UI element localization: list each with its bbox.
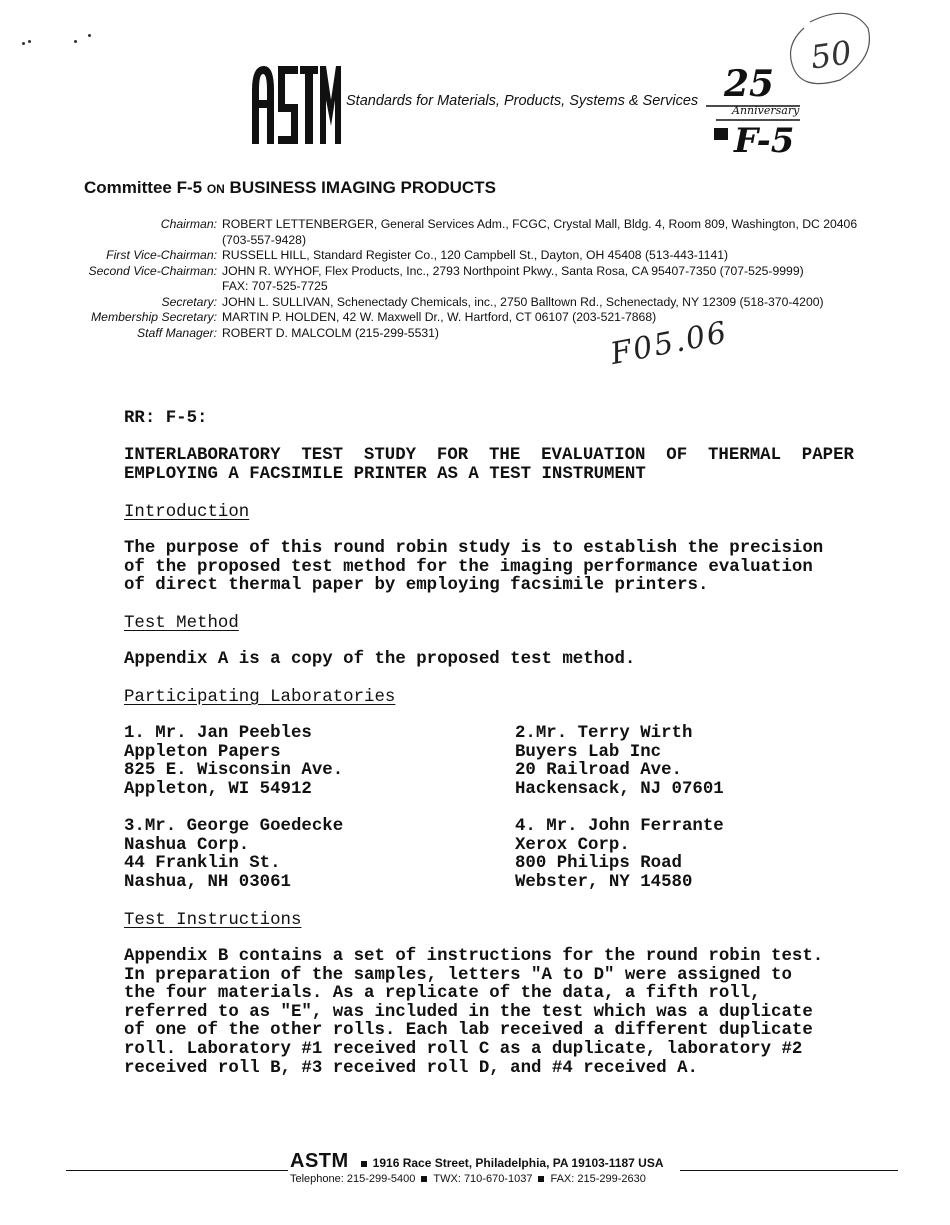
committee-heading (84, 178, 496, 198)
anniversary-word: Anniversary (732, 104, 800, 117)
bullet-square-icon (361, 1161, 367, 1167)
document-title (124, 447, 854, 484)
lab-line: Xerox Corp. (515, 835, 630, 855)
officer-details: JOHN R. WYHOF, Flex Products, Inc., 2793 Northpoint Pkwy., Santa Rosa, CA 95407-7350 (707-525-9999) FAX: 707-525-7725 (222, 263, 804, 293)
committee-prefix: Committee F-5 (84, 178, 203, 197)
lab-line: 44 Franklin St. (124, 854, 281, 874)
officer-row (60, 264, 882, 295)
officer-details: ROBERT LETTENBERGER, General Services Adm., FCGC, Crystal Mall, Bldg. 4, Room 809, Washington, DC 20406 (703-557-9428) (222, 217, 858, 247)
laboratory-entry (124, 725, 464, 799)
paragraph-line: referred to as "E", was included in the test which was a duplicate (124, 1002, 813, 1022)
lab-line: 800 Philips Road (515, 854, 682, 874)
footer-contact-line (290, 1173, 646, 1185)
tagline: Standards for Materials, Products, Systems & Services (346, 93, 699, 109)
lab-line: 1. Mr. Jan Peebles (124, 724, 312, 743)
bullet-square-icon (538, 1176, 544, 1182)
test-instructions-heading: Test Instructions (124, 911, 302, 930)
officer-row (60, 248, 882, 264)
laboratory-entry (515, 818, 855, 892)
handwritten-circle-ref (780, 8, 880, 92)
footer-fax: FAX: 215-299-2630 (550, 1173, 646, 1185)
officer-role: First Vice-Chairman: (106, 248, 217, 262)
lab-line: Hackensack, NJ 07601 (515, 779, 724, 799)
committee-on: ON (206, 182, 225, 196)
anniversary-number: 25 (724, 63, 775, 105)
paragraph-line: roll. Laboratory #1 received roll C as a duplicate, laboratory #2 (124, 1039, 803, 1059)
handwritten-circle-text: 50 (808, 33, 854, 77)
paragraph-line: of one of the other rolls. Each lab received a different duplicate (124, 1021, 813, 1041)
lab-line: Webster, NY 14580 (515, 872, 693, 892)
handwritten-note: F05.06 (607, 314, 731, 373)
rr-reference: RR: F-5: (124, 409, 208, 428)
introduction-heading: Introduction (124, 503, 250, 522)
title-line: EMPLOYING A FACSIMILE PRINTER AS A TEST INSTRUMENT (124, 464, 646, 484)
officer-role: Second Vice-Chairman: (88, 263, 217, 278)
lab-line: 4. Mr. John Ferrante (515, 817, 724, 836)
officer-details: MARTIN P. HOLDEN, 42 W. Maxwell Dr., W. Hartford, CT 06107 (203-521-7868) (222, 310, 657, 324)
lab-line: Nashua, NH 03061 (124, 872, 291, 892)
officer-role: Chairman: (160, 217, 217, 231)
officer-row (60, 310, 882, 326)
footer-rule-right (680, 1170, 898, 1171)
laboratory-entry (124, 818, 464, 892)
officer-row (60, 295, 882, 311)
paragraph-line: Appendix A is a copy of the proposed test method. (124, 650, 636, 669)
officer-row (60, 326, 882, 342)
paragraph-line: of the proposed test method for the imaging performance evaluation (124, 557, 813, 577)
anniversary-mark: F-5 (734, 121, 795, 158)
officer-role: Staff Manager: (137, 325, 217, 340)
committee-name: BUSINESS IMAGING PRODUCTS (229, 178, 496, 197)
lab-line: Appleton Papers (124, 742, 281, 762)
footer-address-line (290, 1150, 664, 1173)
lab-line: Nashua Corp. (124, 835, 250, 855)
laboratory-entry (515, 725, 855, 799)
introduction-paragraph (124, 540, 854, 596)
lab-line: Appleton, WI 54912 (124, 779, 312, 799)
lab-line: 825 E. Wisconsin Ave. (124, 761, 344, 781)
officer-details: RUSSELL HILL, Standard Register Co., 120 Campbell St., Dayton, OH 45408 (513-443-1141) (222, 248, 729, 262)
paragraph-line: the four materials. As a replicate of the data, a fifth roll, (124, 984, 761, 1004)
officers-list (60, 217, 882, 341)
test-instructions-paragraph (124, 948, 854, 1078)
footer-address: 1916 Race Street, Philadelphia, PA 19103-1187 USA (372, 1156, 664, 1170)
astm-logo (250, 60, 342, 146)
bullet-square-icon (421, 1176, 427, 1182)
paragraph-line: In preparation of the samples, letters "A to D" were assigned to (124, 965, 792, 985)
paragraph-line: of direct thermal paper by employing facsimile printers. (124, 576, 709, 596)
footer-brand: ASTM (290, 1150, 349, 1172)
officer-details: JOHN L. SULLIVAN, Schenectady Chemicals, inc., 2750 Balltown Rd., Schenectady, NY 12309 (518-370-4200) (222, 294, 824, 309)
officer-role: Membership Secretary: (91, 310, 217, 324)
footer-rule-left (66, 1170, 288, 1171)
participating-laboratories-heading: Participating Laboratories (124, 688, 396, 707)
lab-line: 20 Railroad Ave. (515, 761, 682, 781)
paragraph-line: received roll B, #3 received roll D, and #4 received A. (124, 1058, 698, 1078)
lab-line: 2.Mr. Terry Wirth (515, 724, 693, 743)
lab-line: 3.Mr. George Goedecke (124, 817, 344, 836)
officer-details: ROBERT D. MALCOLM (215-299-5531) (222, 325, 439, 340)
lab-line: Buyers Lab Inc (515, 742, 662, 762)
officer-role: Secretary: (161, 294, 217, 309)
test-method-heading: Test Method (124, 614, 239, 633)
footer-telephone: Telephone: 215-299-5400 (290, 1173, 416, 1185)
footer-twx: TWX: 710-670-1037 (433, 1173, 533, 1185)
title-line: INTERLABORATORY TEST STUDY FOR THE EVALUATION OF THERMAL PAPER (124, 446, 854, 465)
paragraph-line: Appendix B contains a set of instructions for the round robin test. (124, 947, 824, 966)
officer-row (60, 217, 882, 248)
test-method-paragraph (124, 651, 854, 670)
paragraph-line: The purpose of this round robin study is to establish the precision (124, 539, 824, 558)
